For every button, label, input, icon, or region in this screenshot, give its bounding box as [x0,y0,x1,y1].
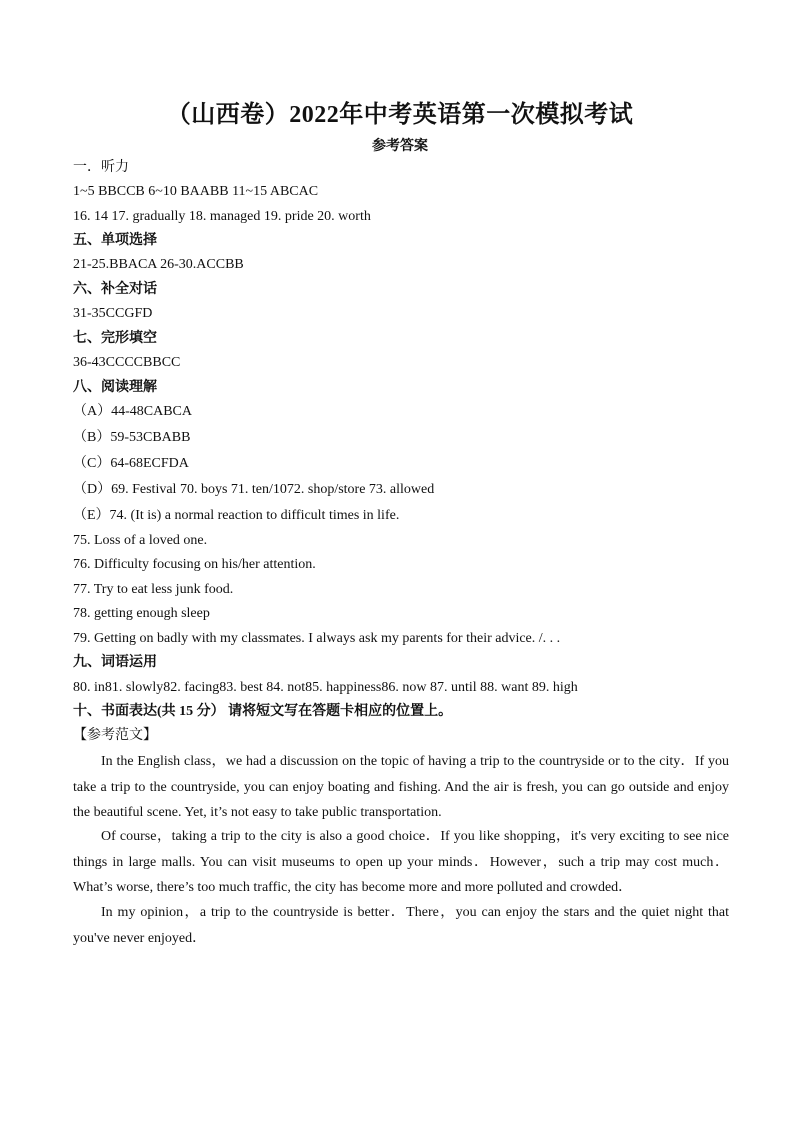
section-heading-writing: 十、书面表达(共 15 分） 请将短文写在答题卡相应的位置上。 [73,704,453,719]
answer-line: 31-35CCGFD [73,306,153,321]
answer-line: （A）44-48CABCA [73,404,193,419]
answer-line: 16. 14 17. gradually 18. managed 19. pride 20. worth [73,209,371,224]
answer-line: 21-25.BBACA 26-30.ACCBB [73,257,244,272]
answer-line: 75. Loss of a loved one. [73,533,208,548]
section-heading-listening: 一．听力 [73,160,129,175]
essay-paragraph-1: In the English class，we had a discussion on the topic of having a trip to the countryside or to the city．If you take a trip to the countryside, you can enjoy boating and fishing. And the air is fresh, you can go outside and enjoy the beautiful scene. Yet, it’s not easy to take public transportation. [73,754,729,820]
answer-line: 76. Difficulty focusing on his/her attention. [73,557,316,572]
answer-line: （B）59-53CBABB [73,430,191,445]
page-title: （山西卷）2022年中考英语第一次模拟考试 [166,102,634,128]
answer-line: 78. getting enough sleep [73,606,210,621]
page-subtitle: 参考答案 [372,139,428,154]
essay-paragraph-2: Of course，taking a trip to the city is also a good choice．If you like shopping，it's very exciting to see nice things in large malls. You can visit museums to open up your minds．However，such a trip may cost much．What’s worse, there’s too much traffic, the city has become more and more polluted and crowded． [73,829,729,895]
answer-line: （D）69. Festival 70. boys 71. ten/1072. shop/store 73. allowed [73,482,435,497]
essay-paragraph-3: In my opinion，a trip to the countryside is better．There，you can enjoy the stars and the quiet night that you've never enjoyed． [73,905,729,946]
section-heading-reading: 八、阅读理解 [73,380,157,395]
answer-line: 77. Try to eat less junk food. [73,582,234,597]
answer-line: 1~5 BBCCB 6~10 BAABB 11~15 ABCAC [73,184,319,199]
answer-line: 80. in81. slowly82. facing83. best 84. not85. happiness86. now 87. until 88. want 89. high [73,680,578,695]
answer-line: 79. Getting on badly with my classmates. I always ask my parents for their advice. /. . . [73,631,561,646]
section-heading-dialogue: 六、补全对话 [73,282,157,297]
answer-line: （E）74. (It is) a normal reaction to difficult times in life. [73,508,400,523]
section-heading-word-usage: 九、词语运用 [73,655,157,670]
sample-essay-label: 【参考范文】 [73,728,157,743]
section-heading-cloze: 七、完形填空 [73,331,157,346]
answer-line: 36-43CCCCBBCC [73,355,181,370]
section-heading-single-choice: 五、单项选择 [73,233,157,248]
answer-line: （C）64-68ECFDA [73,456,189,471]
